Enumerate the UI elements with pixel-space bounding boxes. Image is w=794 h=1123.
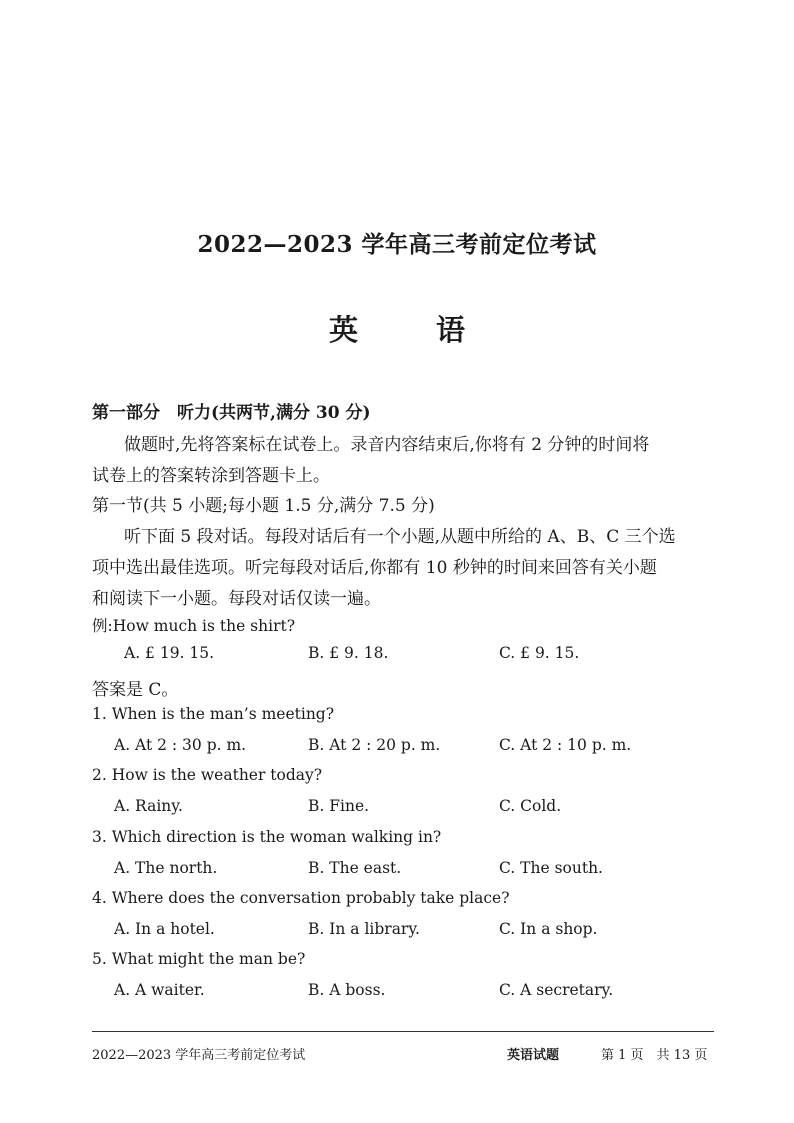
option-c: C. A secretary.: [499, 981, 614, 999]
option-a: A. A waiter.: [114, 981, 205, 999]
section-heading: 第一节(共 5 小题;每小题 1.5 分,满分 7.5 分): [92, 496, 435, 516]
option-c: C. The south.: [499, 859, 603, 877]
part-heading: 第一部分 听力(共两节,满分 30 分): [92, 403, 371, 423]
option-a: A. Rainy.: [114, 797, 183, 815]
footer-paper-name: 英语试题: [507, 1048, 560, 1063]
option-b: B. The east.: [308, 859, 402, 877]
instruction-line: 试卷上的答案转涂到答题卡上。: [92, 466, 330, 486]
footer-page-info: 第 1 页 共 13 页: [601, 1048, 708, 1063]
question-3: 3. Which direction is the woman walking in?: [92, 828, 442, 846]
option-c: C. At 2 : 10 p. m.: [499, 736, 632, 754]
exam-title: 2022—2023 学年高三考前定位考试: [197, 231, 597, 258]
option-b: B. A boss.: [308, 981, 386, 999]
option-b: B. In a library.: [308, 920, 420, 938]
example-answer: 答案是 C。: [92, 680, 179, 700]
section-instruction-line: 听下面 5 段对话。每段对话后有一个小题,从题中所给的 A、B、C 三个选: [124, 527, 676, 547]
option-a: A. In a hotel.: [114, 920, 215, 938]
option-c: C. Cold.: [499, 797, 562, 815]
option-a: A. The north.: [114, 859, 218, 877]
option-a: A. At 2 : 30 p. m.: [114, 736, 247, 754]
question-2: 2. How is the weather today?: [92, 766, 323, 784]
option-c: C. £ 9. 15.: [499, 644, 580, 662]
option-b: B. £ 9. 18.: [308, 644, 389, 662]
section-instruction-line: 项中选出最佳选项。听完每段对话后,你都有 10 秒钟的时间来回答有关小题: [92, 558, 657, 578]
option-c: C. In a shop.: [499, 920, 598, 938]
question-1: 1. When is the man’s meeting?: [92, 705, 335, 723]
question-4: 4. Where does the conversation probably take place?: [92, 889, 510, 907]
option-b: B. Fine.: [308, 797, 370, 815]
question-5: 5. What might the man be?: [92, 950, 306, 968]
footer-divider: [92, 1031, 714, 1032]
section-instruction-line: 和阅读下一小题。每段对话仅读一遍。: [92, 589, 381, 609]
subject-title: 英 语: [328, 313, 500, 347]
option-a: A. £ 19. 15.: [124, 644, 215, 662]
option-b: B. At 2 : 20 p. m.: [308, 736, 441, 754]
example-question: 例:How much is the shirt?: [92, 617, 296, 635]
footer-exam-name: 2022—2023 学年高三考前定位考试: [92, 1048, 306, 1063]
instruction-line: 做题时,先将答案标在试卷上。录音内容结束后,你将有 2 分钟的时间将: [124, 435, 650, 455]
